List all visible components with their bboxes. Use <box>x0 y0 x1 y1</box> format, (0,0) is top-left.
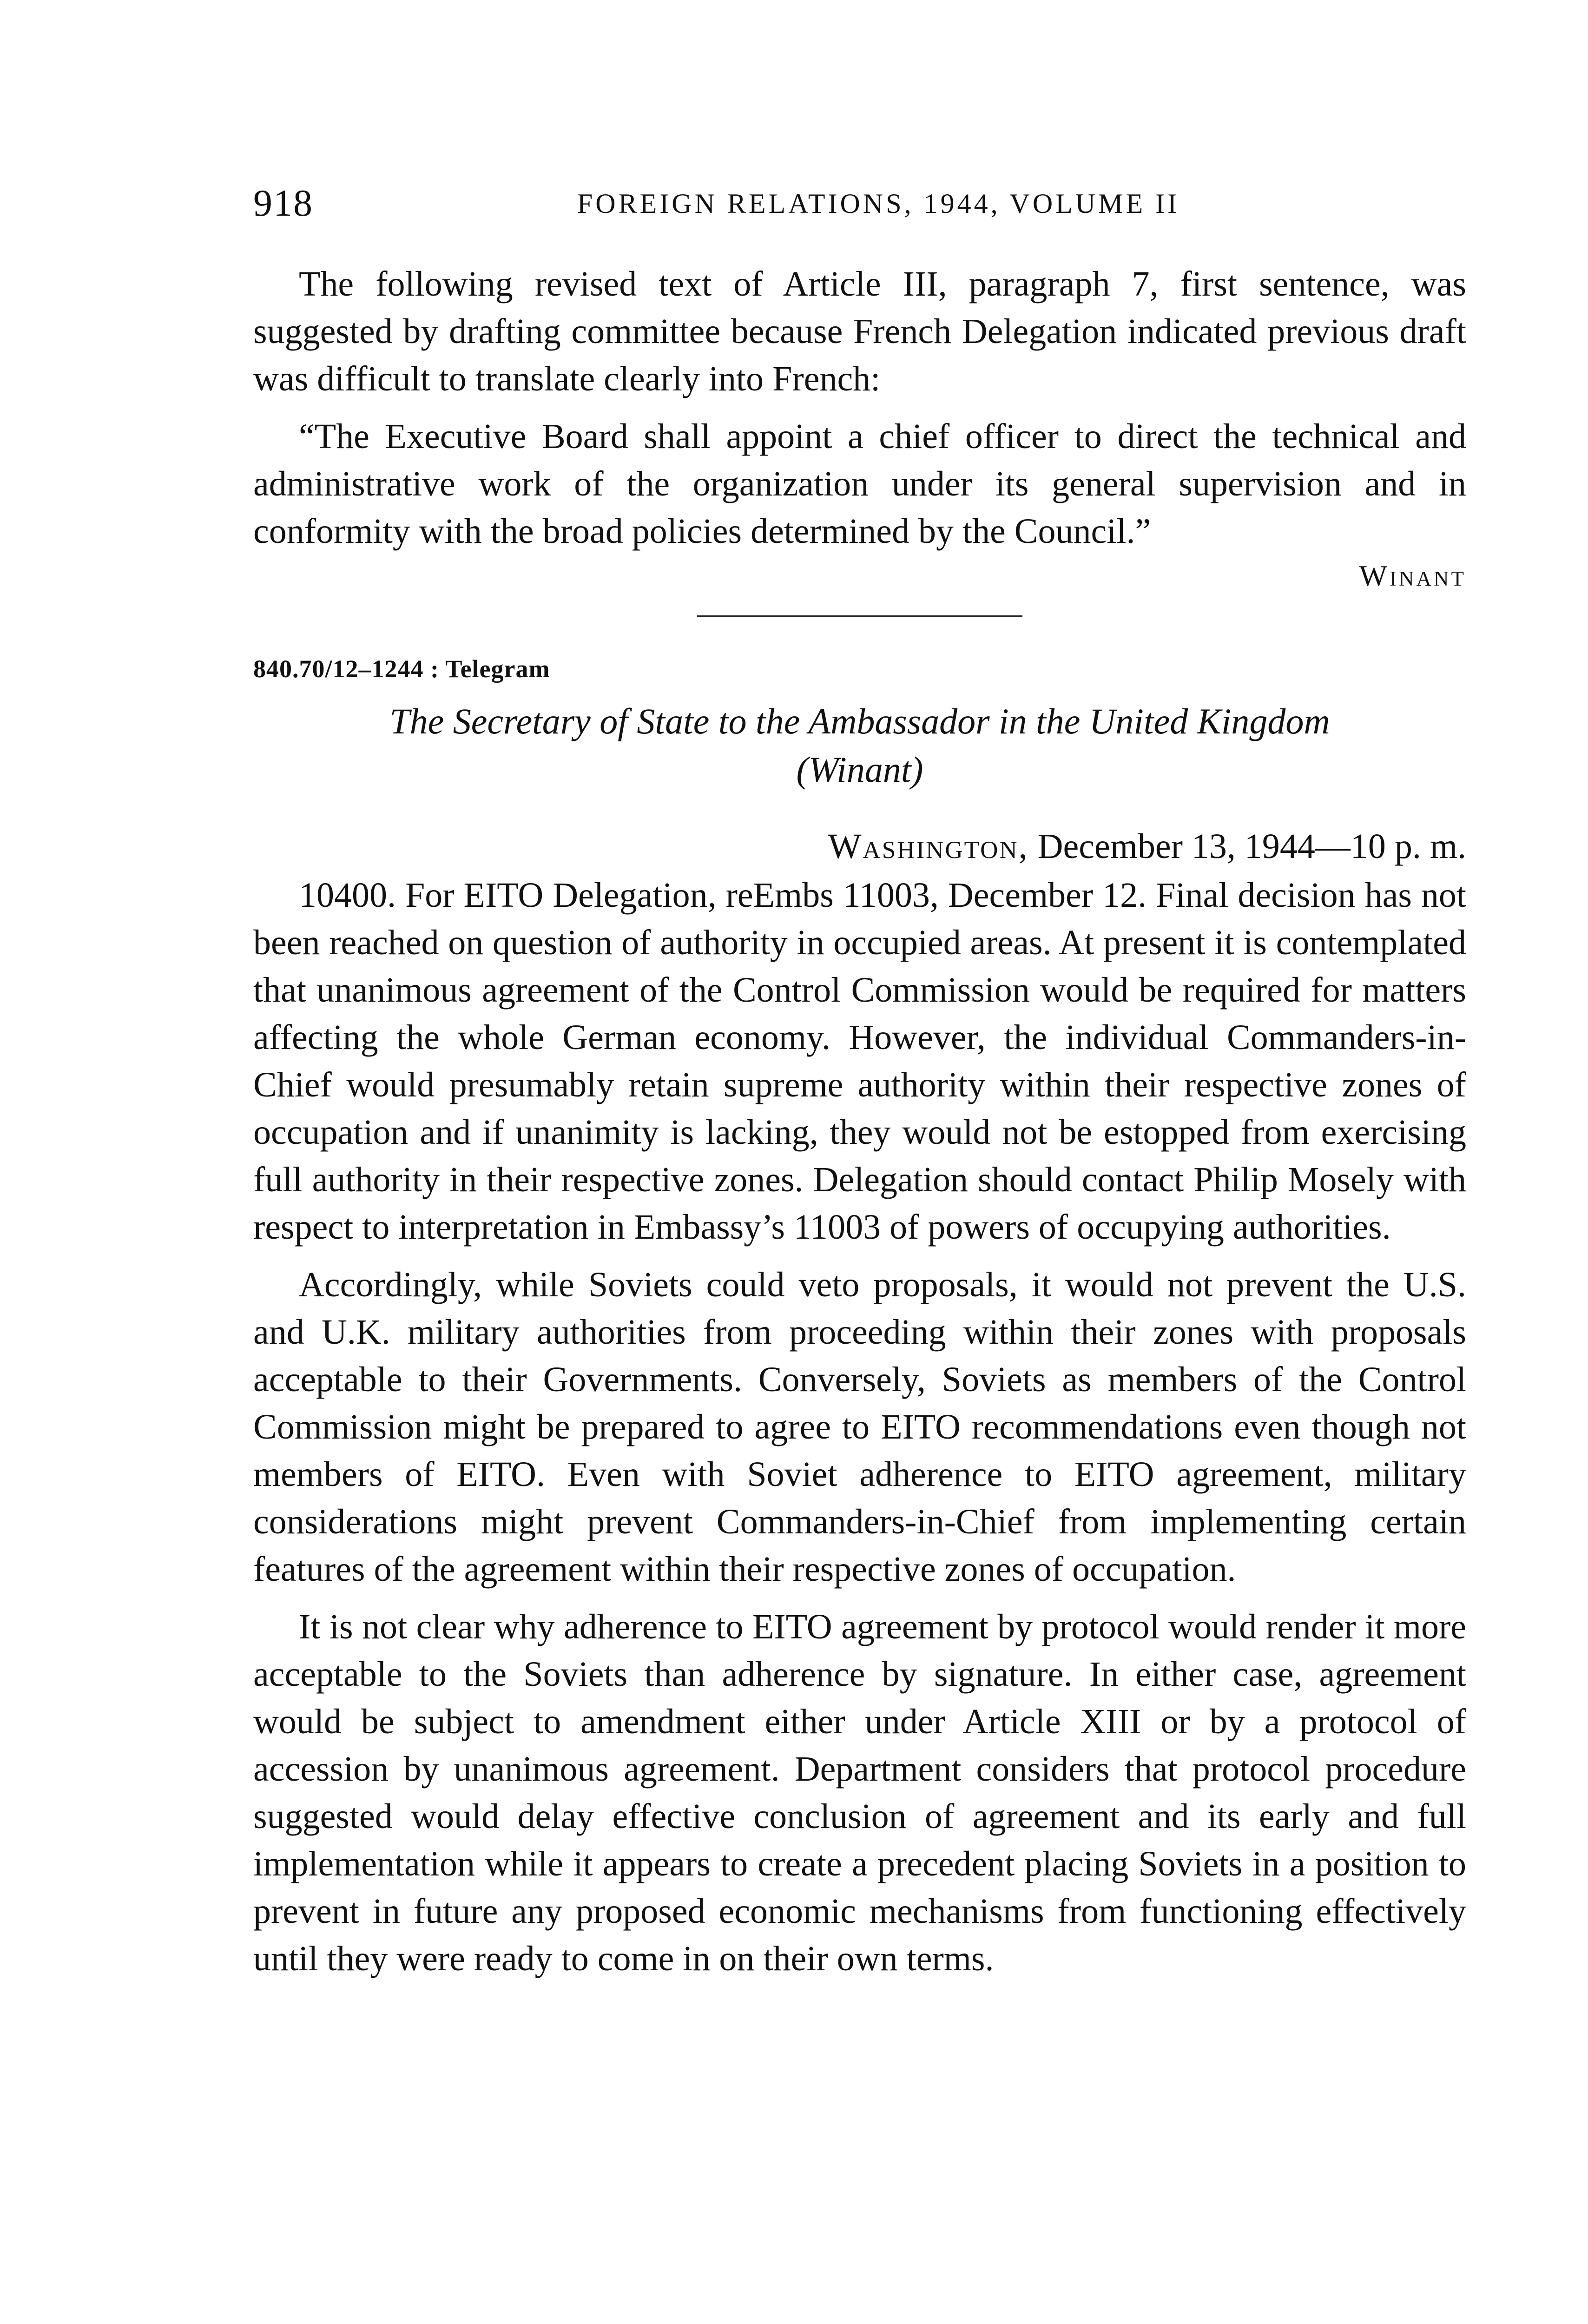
file-reference: 840.70/12–1244 : Telegram <box>253 655 550 683</box>
page-number: 918 <box>253 182 313 224</box>
body-paragraph-1: 10400. For EITO Delegation, reEmbs 11003, December 12. Final decision has not been reached on question of authority in occupied areas. At present it is contemplated that unanimous agreement of the Control Commission would be required for matters affecting the whole German economy. However, the individual Commanders-in-Chief would presumably retain supreme authority within their respective zones of occupation and if unanimity is lacking, they would not be estopped from exercising full authority in their respective zones. Delegation should contact Philip Mosely with respect to interpretation in Embassy’s 11003 of powers of occupying authorities. <box>253 876 1466 1247</box>
body-paragraph-3: It is not clear why adherence to EITO agreement by protocol would render it more acceptable to the Soviets than adherence by signature. In either case, agreement would be subject to amendment either under Article XIII or by a protocol of accession by unanimous agreement. Department considers that protocol procedure suggested would delay effective conclusion of agreement and its early and full implementation while it appears to create a precedent placing Soviets in a position to prevent in future any proposed economic mechanisms from functioning effectively until they were ready to come in on their own terms. <box>253 1607 1466 1978</box>
intro-paragraph: The following revised text of Article III, paragraph 7, first sentence, was suggested by drafting committee because French Delegation indicated previous draft was difficult to translate clearly into French: <box>253 264 1466 398</box>
running-head <box>253 181 1466 232</box>
document-page <box>253 181 1466 1982</box>
body-paragraph-2: Accordingly, while Soviets could veto proposals, it would not prevent the U.S. and U.K. military authorities from proceeding within their zones with proposals acceptable to their Governments. Conversely, Soviets as members of the Control Commission might be prepared to agree to EITO recommendations even though not members of EITO. Even with Soviet adherence to EITO agreement, military considerations might prevent Commanders-in-Chief from implementing certain features of the agreement within their respective zones of occupation. <box>253 1265 1466 1589</box>
dateline <box>253 826 1466 867</box>
heading-line-2: (Winant) <box>796 749 923 790</box>
quoted-text: “The Executive Board shall appoint a chief officer to direct the technical and administrative work of the organization under its general supervision and in conformity with the broad policies determined by the Council.” <box>253 417 1466 551</box>
signature: Winant <box>1359 559 1466 592</box>
document-heading <box>253 697 1466 794</box>
section-divider <box>697 615 1022 617</box>
dateline-date: December 13, 1944—10 p. m. <box>1037 827 1466 866</box>
heading-line-1: The Secretary of State to the Ambassador in the United Kingdom <box>389 701 1330 741</box>
dateline-place: Washington, <box>828 827 1029 866</box>
running-title: FOREIGN RELATIONS, 1944, VOLUME II <box>577 188 1180 219</box>
